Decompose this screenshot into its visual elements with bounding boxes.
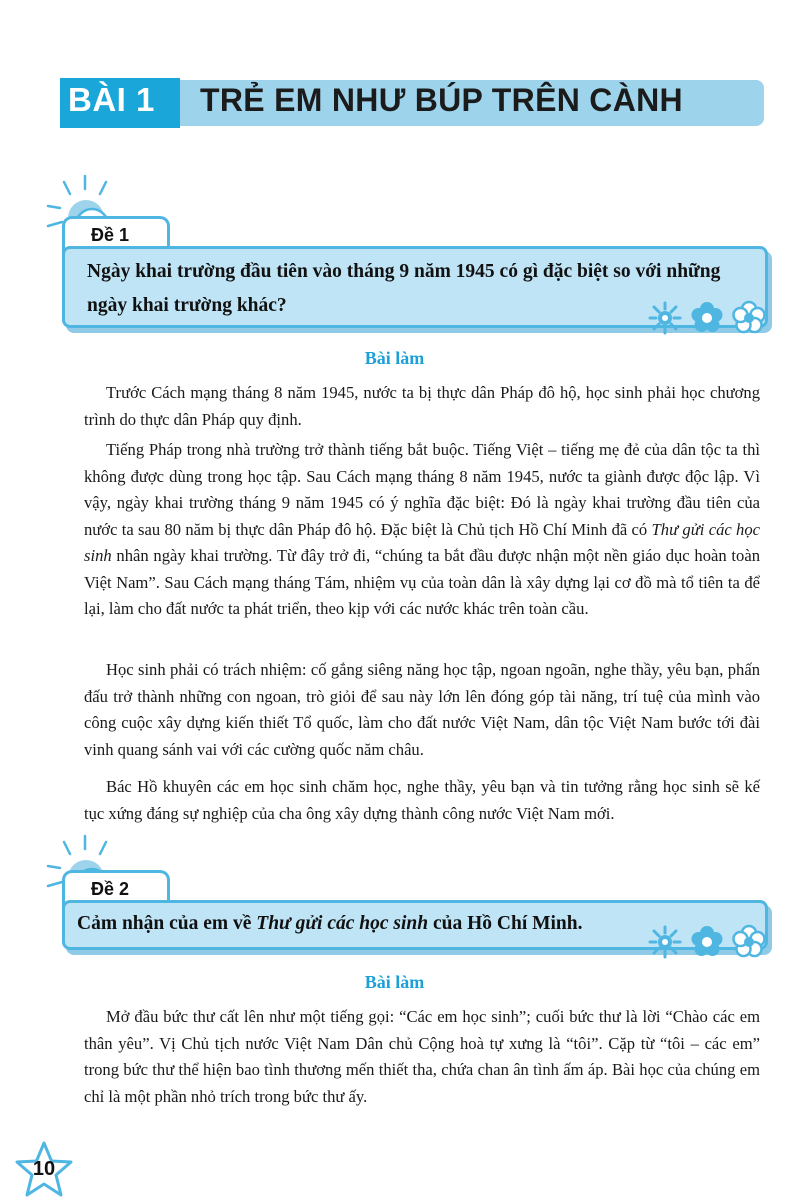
- exercise-1-paragraph-2-part-1: Tiếng Pháp trong nhà trường trở thành tiếng bắt buộc. Tiếng Việt – tiếng mẹ đẻ của dân tộc ta thì không được dùng trong học tập. Sau Cách mạng tháng 8 năm 1945, nước ta giành được độc lập. Vì vậy, ngày khai trường tháng 9 năm 1945 có ý nghĩa đặc biệt: Đó là ngày khai trường đầu tiên của nước ta sau 80 năm bị thực dân Pháp đô hộ. Đặc biệt là Chủ tịch Hồ Chí Minh đã có: [84, 440, 760, 539]
- exercise-1-label: Đề 1: [91, 225, 130, 245]
- flowers-decoration-icon: [645, 296, 775, 340]
- exercise-2-paragraph-1: Mở đầu bức thư cất lên như một tiếng gọi: “Các em học sinh”; cuối bức thư là lời “Chào các em thân yêu”. Vị Chủ tịch nước Việt Nam Dân chủ Cộng hoà tự xưng là “tôi”. Cặp từ “tôi – các em” trong bức thư thể hiện bao tình thương mến thiết tha, chứa chan ân tình ấm áp. Bài học của chúng em chỉ là một phần nhỏ trích trong bức thư ấy.: [84, 1007, 760, 1106]
- exercise-1-paragraph-3: Học sinh phải có trách nhiệm: cố gắng siêng năng học tập, ngoan ngoãn, nghe thầy, yêu bạn, phấn đấu trở thành những con ngoan, trò giỏi để sau này lớn lên đóng góp tài năng, trí tuệ của mình vào công cuộc xây dựng kiến thiết Tổ quốc, làm cho đất nước Việt Nam, dân tộc Việt Nam bước tới đài vinh quang sánh vai với các cường quốc năm châu.: [84, 660, 760, 759]
- exercise-1-answer-heading: Bài làm: [364, 348, 425, 368]
- exercise-2-question-italic: Thư gửi các học sinh: [256, 913, 429, 934]
- exercise-2-answer-heading: Bài làm: [364, 972, 425, 992]
- letter-title-italic: Thư gửi các học sinh: [84, 519, 761, 565]
- lesson-banner: [60, 78, 764, 128]
- exercise-1-paragraph-4: Bác Hồ khuyên các em học sinh chăm học, nghe thầy, yêu bạn và tin tưởng rằng học sinh sẽ kế tục xứng đáng sự nghiệp của cha ông xây dựng thành công nước Việt Nam mới.: [84, 777, 760, 823]
- lesson-tag-text: BÀI 1: [68, 81, 155, 118]
- page-number: 10: [32, 1158, 56, 1180]
- exercise-2-label: Đề 2: [91, 879, 130, 899]
- exercise-2-question-suffix: của Hồ Chí Minh.: [432, 913, 583, 934]
- exercise-1-paragraph-2-part-2: nhân ngày khai trường. Từ đây trở đi, “chúng ta bắt đầu được nhận một nền giáo dục hoàn toàn Việt Nam”. Sau Cách mạng tháng Tám, nhiệm vụ của toàn dân là xây dựng lại cơ đồ mà tổ tiên ta để lại, làm cho đất nước ta phát triển, theo kịp với các nước khác trên toàn cầu.: [84, 546, 760, 618]
- lesson-title: TRẺ EM NHƯ BÚP TRÊN CÀNH: [200, 82, 683, 118]
- exercise-1-paragraph-2: [84, 437, 760, 623]
- exercise-1-paragraph-1: Trước Cách mạng tháng 8 năm 1945, nước ta bị thực dân Pháp đô hộ, học sinh phải học chương trình do thực dân Pháp quy định.: [84, 383, 760, 429]
- flowers-decoration-icon-2: [645, 920, 775, 964]
- exercise-1-question: Ngày khai trường đầu tiên vào tháng 9 năm 1945 có gì đặc biệt so với những ngày khai trường khác?: [87, 261, 721, 316]
- exercise-2-question-prefix: Cảm nhận của em về: [77, 913, 252, 934]
- lesson-tag: [60, 78, 180, 128]
